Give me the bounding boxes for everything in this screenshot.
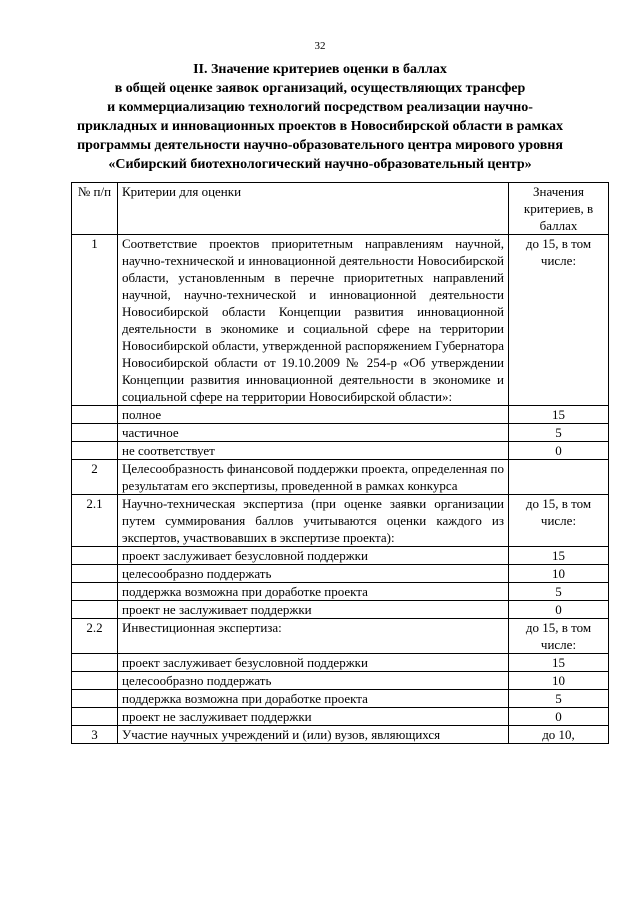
row-value: 15 xyxy=(509,547,609,565)
row-criteria: проект заслуживает безусловной поддержки xyxy=(118,654,509,672)
row-criteria: проект не заслуживает поддержки xyxy=(118,708,509,726)
criteria-table xyxy=(71,182,609,744)
row-criteria: проект заслуживает безусловной поддержки xyxy=(118,547,509,565)
row-value: 0 xyxy=(509,601,609,619)
table-row xyxy=(72,601,609,619)
header-value: Значения критериев, в баллах xyxy=(509,183,609,235)
table-row xyxy=(72,708,609,726)
row-criteria: не соответствует xyxy=(118,442,509,460)
row-value: 10 xyxy=(509,565,609,583)
table-row xyxy=(72,583,609,601)
table-header-row xyxy=(72,183,609,235)
row-number xyxy=(72,601,118,619)
section-heading xyxy=(60,60,580,174)
row-value: 0 xyxy=(509,442,609,460)
row-number xyxy=(72,708,118,726)
row-number: 1 xyxy=(72,235,118,406)
row-number: 2.2 xyxy=(72,619,118,654)
row-value: 5 xyxy=(509,583,609,601)
row-criteria: Соответствие проектов приоритетным направлениям научной, научно-технической и инновационной деятельности Новосибирской области, установленным в перечне приоритетных направлений научной, научно-технической и инновационной деятельности Новосибирской области Концепции развития инновационной деятельности в экономике и социальной сфере на территории Новосибирской области, утвержденной распоряжением Губернатора Новосибирской области от 19.10.2009 № 254-р «Об утверждении Концепции развития инновационной деятельности в экономике и социальной сфере на территории Новосибирской области»: xyxy=(118,235,509,406)
row-number xyxy=(72,442,118,460)
row-value: 15 xyxy=(509,406,609,424)
row-value: 0 xyxy=(509,708,609,726)
row-criteria: поддержка возможна при доработке проекта xyxy=(118,690,509,708)
row-number: 3 xyxy=(72,726,118,744)
table-row xyxy=(72,547,609,565)
table-row xyxy=(72,654,609,672)
row-value: 5 xyxy=(509,424,609,442)
row-criteria: полное xyxy=(118,406,509,424)
row-number xyxy=(72,424,118,442)
heading-line: II. Значение критериев оценки в баллах xyxy=(193,62,447,77)
header-number: № п/п xyxy=(72,183,118,235)
row-criteria: целесообразно поддержать xyxy=(118,672,509,690)
table-row xyxy=(72,442,609,460)
row-criteria: поддержка возможна при доработке проекта xyxy=(118,583,509,601)
table-row xyxy=(72,495,609,547)
table-row xyxy=(72,565,609,583)
heading-line: прикладных и инновационных проектов в Новосибирской области в рамках xyxy=(77,119,563,134)
table-row xyxy=(72,690,609,708)
row-criteria: Инвестиционная экспертиза: xyxy=(118,619,509,654)
table-row xyxy=(72,406,609,424)
heading-line: и коммерциализацию технологий посредством реализации научно- xyxy=(107,100,533,115)
heading-line: в общей оценке заявок организаций, осуществляющих трансфер xyxy=(114,81,526,96)
row-value: до 15, в том числе: xyxy=(509,495,609,547)
row-number xyxy=(72,406,118,424)
table-row xyxy=(72,460,609,495)
row-criteria: Участие научных учреждений и (или) вузов, являющихся xyxy=(118,726,509,744)
row-number xyxy=(72,690,118,708)
table-row xyxy=(72,672,609,690)
heading-line: «Сибирский биотехнологический научно-образовательный центр» xyxy=(108,157,532,172)
row-number: 2.1 xyxy=(72,495,118,547)
row-value: до 15, в том числе: xyxy=(509,235,609,406)
row-criteria: проект не заслуживает поддержки xyxy=(118,601,509,619)
row-value: до 10, xyxy=(509,726,609,744)
row-criteria: частичное xyxy=(118,424,509,442)
row-criteria: целесообразно поддержать xyxy=(118,565,509,583)
row-number xyxy=(72,547,118,565)
row-value: 10 xyxy=(509,672,609,690)
row-number xyxy=(72,565,118,583)
table-row xyxy=(72,726,609,744)
table-row xyxy=(72,424,609,442)
row-value: 5 xyxy=(509,690,609,708)
table-row xyxy=(72,235,609,406)
row-value: до 15, в том числе: xyxy=(509,619,609,654)
heading-line: программы деятельности научно-образовательного центра мирового уровня xyxy=(77,138,563,153)
table-row xyxy=(72,619,609,654)
header-criteria: Критерии для оценки xyxy=(118,183,509,235)
row-number xyxy=(72,672,118,690)
row-number xyxy=(72,654,118,672)
row-criteria: Целесообразность финансовой поддержки проекта, определенная по результатам его экспертизы, проведенной в рамках конкурса xyxy=(118,460,509,495)
row-value: 15 xyxy=(509,654,609,672)
row-number: 2 xyxy=(72,460,118,495)
page-number: 32 xyxy=(314,40,326,52)
row-value xyxy=(509,460,609,495)
row-criteria: Научно-техническая экспертиза (при оценке заявки организации путем суммирования баллов учитываются оценки каждого из экспертов, участвовавших в экспертизе проекта): xyxy=(118,495,509,547)
row-number xyxy=(72,583,118,601)
